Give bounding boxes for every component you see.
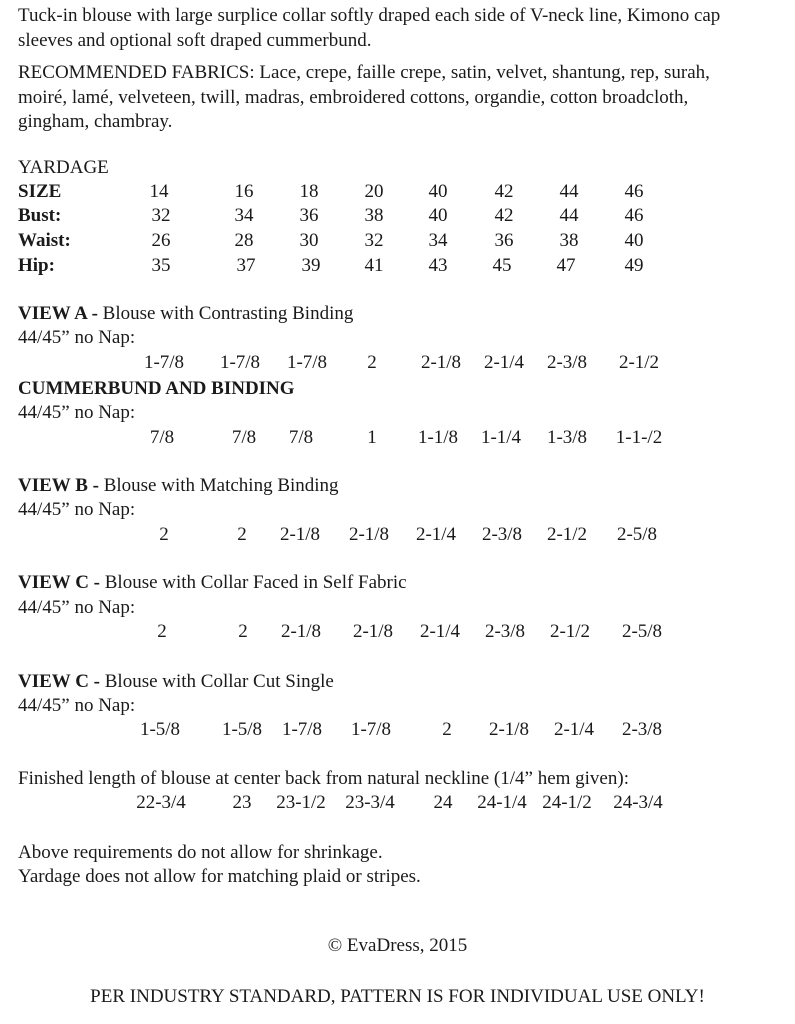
yardage-row [0,523,795,547]
yardage-cell: 1-7/8 [286,352,328,373]
yardage-cell: 2-1/8 [279,524,321,545]
hip-cell: 49 [624,255,644,276]
yardage-row [0,426,795,450]
yardage-cell: 2-1/2 [549,621,591,642]
row-label: Bust: [18,205,62,226]
bust-cell: 38 [364,205,384,226]
bust-cell: 40 [428,205,448,226]
view-title: Blouse with Contrasting Binding [97,303,354,324]
yardage-cell: 1-5/8 [139,719,181,740]
hip-row [0,254,795,278]
yardage-cell: 1-3/8 [546,427,588,448]
length-cell: 23 [232,792,252,813]
size-cell: 18 [299,181,319,202]
view-title: Blouse with Matching Binding [98,475,339,496]
yardage-cell: 2-1/4 [553,719,595,740]
yardage-cell: 1-7/8 [143,352,185,373]
length-cell: 24-1/4 [477,792,527,813]
nap-label: 44/45” no Nap: [18,597,136,618]
waist-cell: 38 [559,230,579,251]
yardage-cell: 2-1/4 [419,621,461,642]
view-label: VIEW A - [18,303,98,324]
size-cell: 44 [559,181,579,202]
yardage-cell: 2-1/8 [280,621,322,642]
bust-cell: 42 [494,205,514,226]
description-line-2: sleeves and optional soft draped cummerbund. [18,30,372,51]
view-title: Blouse with Collar Cut Single [100,671,334,692]
view-label: VIEW C - [18,671,100,692]
yardage-cell: 2-3/8 [484,621,526,642]
yardage-cell: 1-5/8 [221,719,263,740]
nap-label: 44/45” no Nap: [18,402,136,423]
hip-cell: 45 [492,255,512,276]
hip-cell: 43 [428,255,448,276]
usage-notice: PER INDUSTRY STANDARD, PATTERN IS FOR INDIVIDUAL USE ONLY! [90,986,705,1007]
yardage-cell: 2-1/8 [488,719,530,740]
bust-cell: 32 [151,205,171,226]
finished-length-row [0,791,795,815]
yardage-cell: 2 [367,352,377,373]
length-cell: 22-3/4 [136,792,186,813]
length-cell: 23-1/2 [276,792,326,813]
size-row [0,180,795,204]
length-cell: 23-3/4 [345,792,395,813]
size-cell: 46 [624,181,644,202]
view-label: VIEW B - [18,475,99,496]
waist-cell: 40 [624,230,644,251]
waist-cell: 26 [151,230,171,251]
copyright: © EvaDress, 2015 [327,935,468,956]
waist-cell: 36 [494,230,514,251]
hip-cell: 37 [236,255,256,276]
yardage-row [0,351,795,375]
size-cell: 16 [234,181,254,202]
nap-label: 44/45” no Nap: [18,695,136,716]
fabrics-line-3: gingham, chambray. [18,111,173,132]
size-cell: 20 [364,181,384,202]
yardage-cell: 2-3/8 [481,524,523,545]
view-c-cut-single-heading [18,670,334,694]
yardage-cell: 7/8 [231,427,257,448]
yardage-row [0,620,795,644]
yardage-cell: 2-1/8 [420,352,462,373]
yardage-cell: 2-1/4 [483,352,525,373]
size-cell: 42 [494,181,514,202]
yardage-cell: 2-1/4 [415,524,457,545]
bust-cell: 34 [234,205,254,226]
hip-cell: 39 [301,255,321,276]
row-label: Waist: [18,230,71,251]
plaid-note: Yardage does not allow for matching plaid or stripes. [18,866,421,887]
yardage-cell: 2 [442,719,452,740]
description-line-1: Tuck-in blouse with large surplice collar softly draped each side of V-neck line, Kimono cap [18,5,721,26]
yardage-cell: 2-3/8 [546,352,588,373]
yardage-cell: 2-1/2 [618,352,660,373]
yardage-cell: 1-7/8 [281,719,323,740]
yardage-cell: 2 [157,621,167,642]
bust-row [0,204,795,228]
hip-cell: 41 [364,255,384,276]
view-label: CUMMERBUND AND BINDING [18,378,295,399]
waist-cell: 34 [428,230,448,251]
fabrics-line-2: moiré, lamé, velveteen, twill, madras, embroidered cottons, organdie, cotton broadcloth, [18,87,689,108]
view-title: Blouse with Collar Faced in Self Fabric [100,572,407,593]
finished-length-text: Finished length of blouse at center back from natural neckline (1/4” hem given): [18,768,629,789]
bust-cell: 46 [624,205,644,226]
yardage-cell: 1-1-/2 [615,427,663,448]
size-cell: 14 [149,181,169,202]
length-cell: 24-3/4 [613,792,663,813]
yardage-cell: 2-3/8 [621,719,663,740]
yardage-cell: 2-5/8 [621,621,663,642]
yardage-cell: 1-1/4 [480,427,522,448]
yardage-title: YARDAGE [18,157,109,178]
view-c-self-fabric-heading [18,571,407,595]
waist-cell: 32 [364,230,384,251]
fabrics-line-1: RECOMMENDED FABRICS: Lace, crepe, faille crepe, satin, velvet, shantung, rep, surah, [18,62,710,83]
view-label: VIEW C - [18,572,100,593]
cummerbund-heading [18,377,295,401]
nap-label: 44/45” no Nap: [18,327,136,348]
view-a-heading [18,302,353,326]
yardage-cell: 2-1/8 [348,524,390,545]
yardage-cell: 1-7/8 [219,352,261,373]
waist-cell: 28 [234,230,254,251]
length-cell: 24 [433,792,453,813]
row-label: SIZE [18,181,62,202]
view-b-heading [18,474,339,498]
yardage-cell: 1-1/8 [417,427,459,448]
yardage-row [0,718,795,742]
bust-cell: 36 [299,205,319,226]
yardage-cell: 2-5/8 [616,524,658,545]
row-label: Hip: [18,255,55,276]
length-cell: 24-1/2 [542,792,592,813]
yardage-cell: 7/8 [149,427,175,448]
shrinkage-note: Above requirements do not allow for shrinkage. [18,842,383,863]
yardage-cell: 2 [238,621,248,642]
hip-cell: 35 [151,255,171,276]
waist-cell: 30 [299,230,319,251]
yardage-cell: 2 [237,524,247,545]
yardage-cell: 1-7/8 [350,719,392,740]
waist-row [0,229,795,253]
yardage-cell: 1 [367,427,377,448]
yardage-cell: 7/8 [288,427,314,448]
yardage-cell: 2 [159,524,169,545]
hip-cell: 47 [556,255,576,276]
yardage-cell: 2-1/2 [546,524,588,545]
bust-cell: 44 [559,205,579,226]
nap-label: 44/45” no Nap: [18,499,136,520]
size-cell: 40 [428,181,448,202]
yardage-cell: 2-1/8 [352,621,394,642]
